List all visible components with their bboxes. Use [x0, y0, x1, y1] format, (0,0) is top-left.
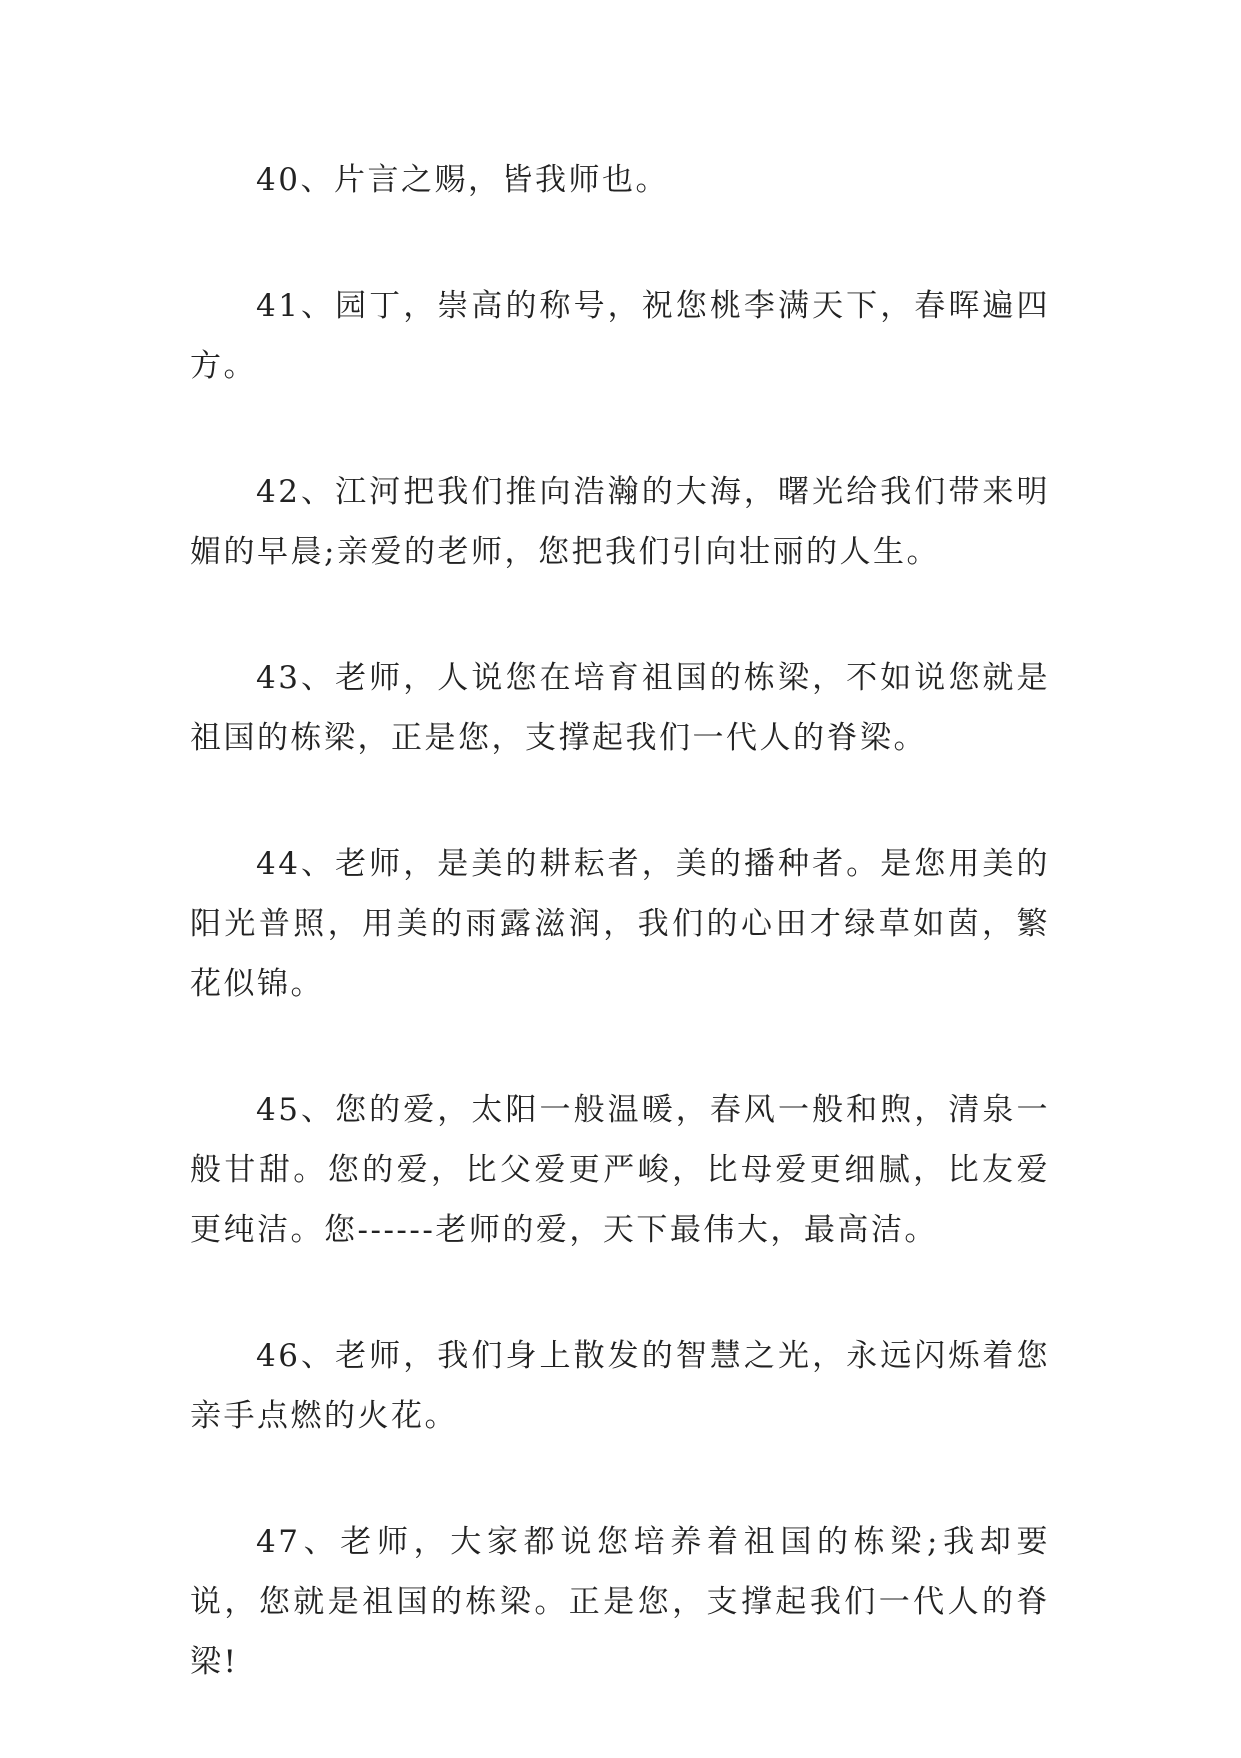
paragraph-44: 44、老师，是美的耕耘者，美的播种者。是您用美的阳光普照，用美的雨露滋润，我们的心田才绿草如茵，繁花似锦。	[190, 846, 1050, 1002]
paragraph-42: 42、江河把我们推向浩瀚的大海，曙光给我们带来明媚的早晨;亲爱的老师，您把我们引向壮丽的人生。	[190, 474, 1050, 570]
paragraph-40: 40、片言之赐，皆我师也。	[256, 162, 669, 198]
paragraph-45: 45、您的爱，太阳一般温暖，春风一般和煦，清泉一般甘甜。您的爱，比父爱更严峻，比母爱更细腻，比友爱更纯洁。您------老师的爱，天下最伟大，最高洁。	[190, 1092, 1050, 1248]
paragraph-43: 43、老师，人说您在培育祖国的栋梁，不如说您就是祖国的栋梁，正是您，支撑起我们一代人的脊梁。	[190, 660, 1050, 756]
paragraph-41: 41、园丁，崇高的称号，祝您桃李满天下，春晖遍四方。	[190, 288, 1050, 384]
document-page	[190, 150, 1050, 1758]
paragraph-46: 46、老师，我们身上散发的智慧之光，永远闪烁着您亲手点燃的火花。	[190, 1338, 1050, 1434]
paragraph-47: 47、老师，大家都说您培养着祖国的栋梁;我却要说，您就是祖国的栋梁。正是您，支撑起我们一代人的脊梁!	[190, 1524, 1050, 1680]
